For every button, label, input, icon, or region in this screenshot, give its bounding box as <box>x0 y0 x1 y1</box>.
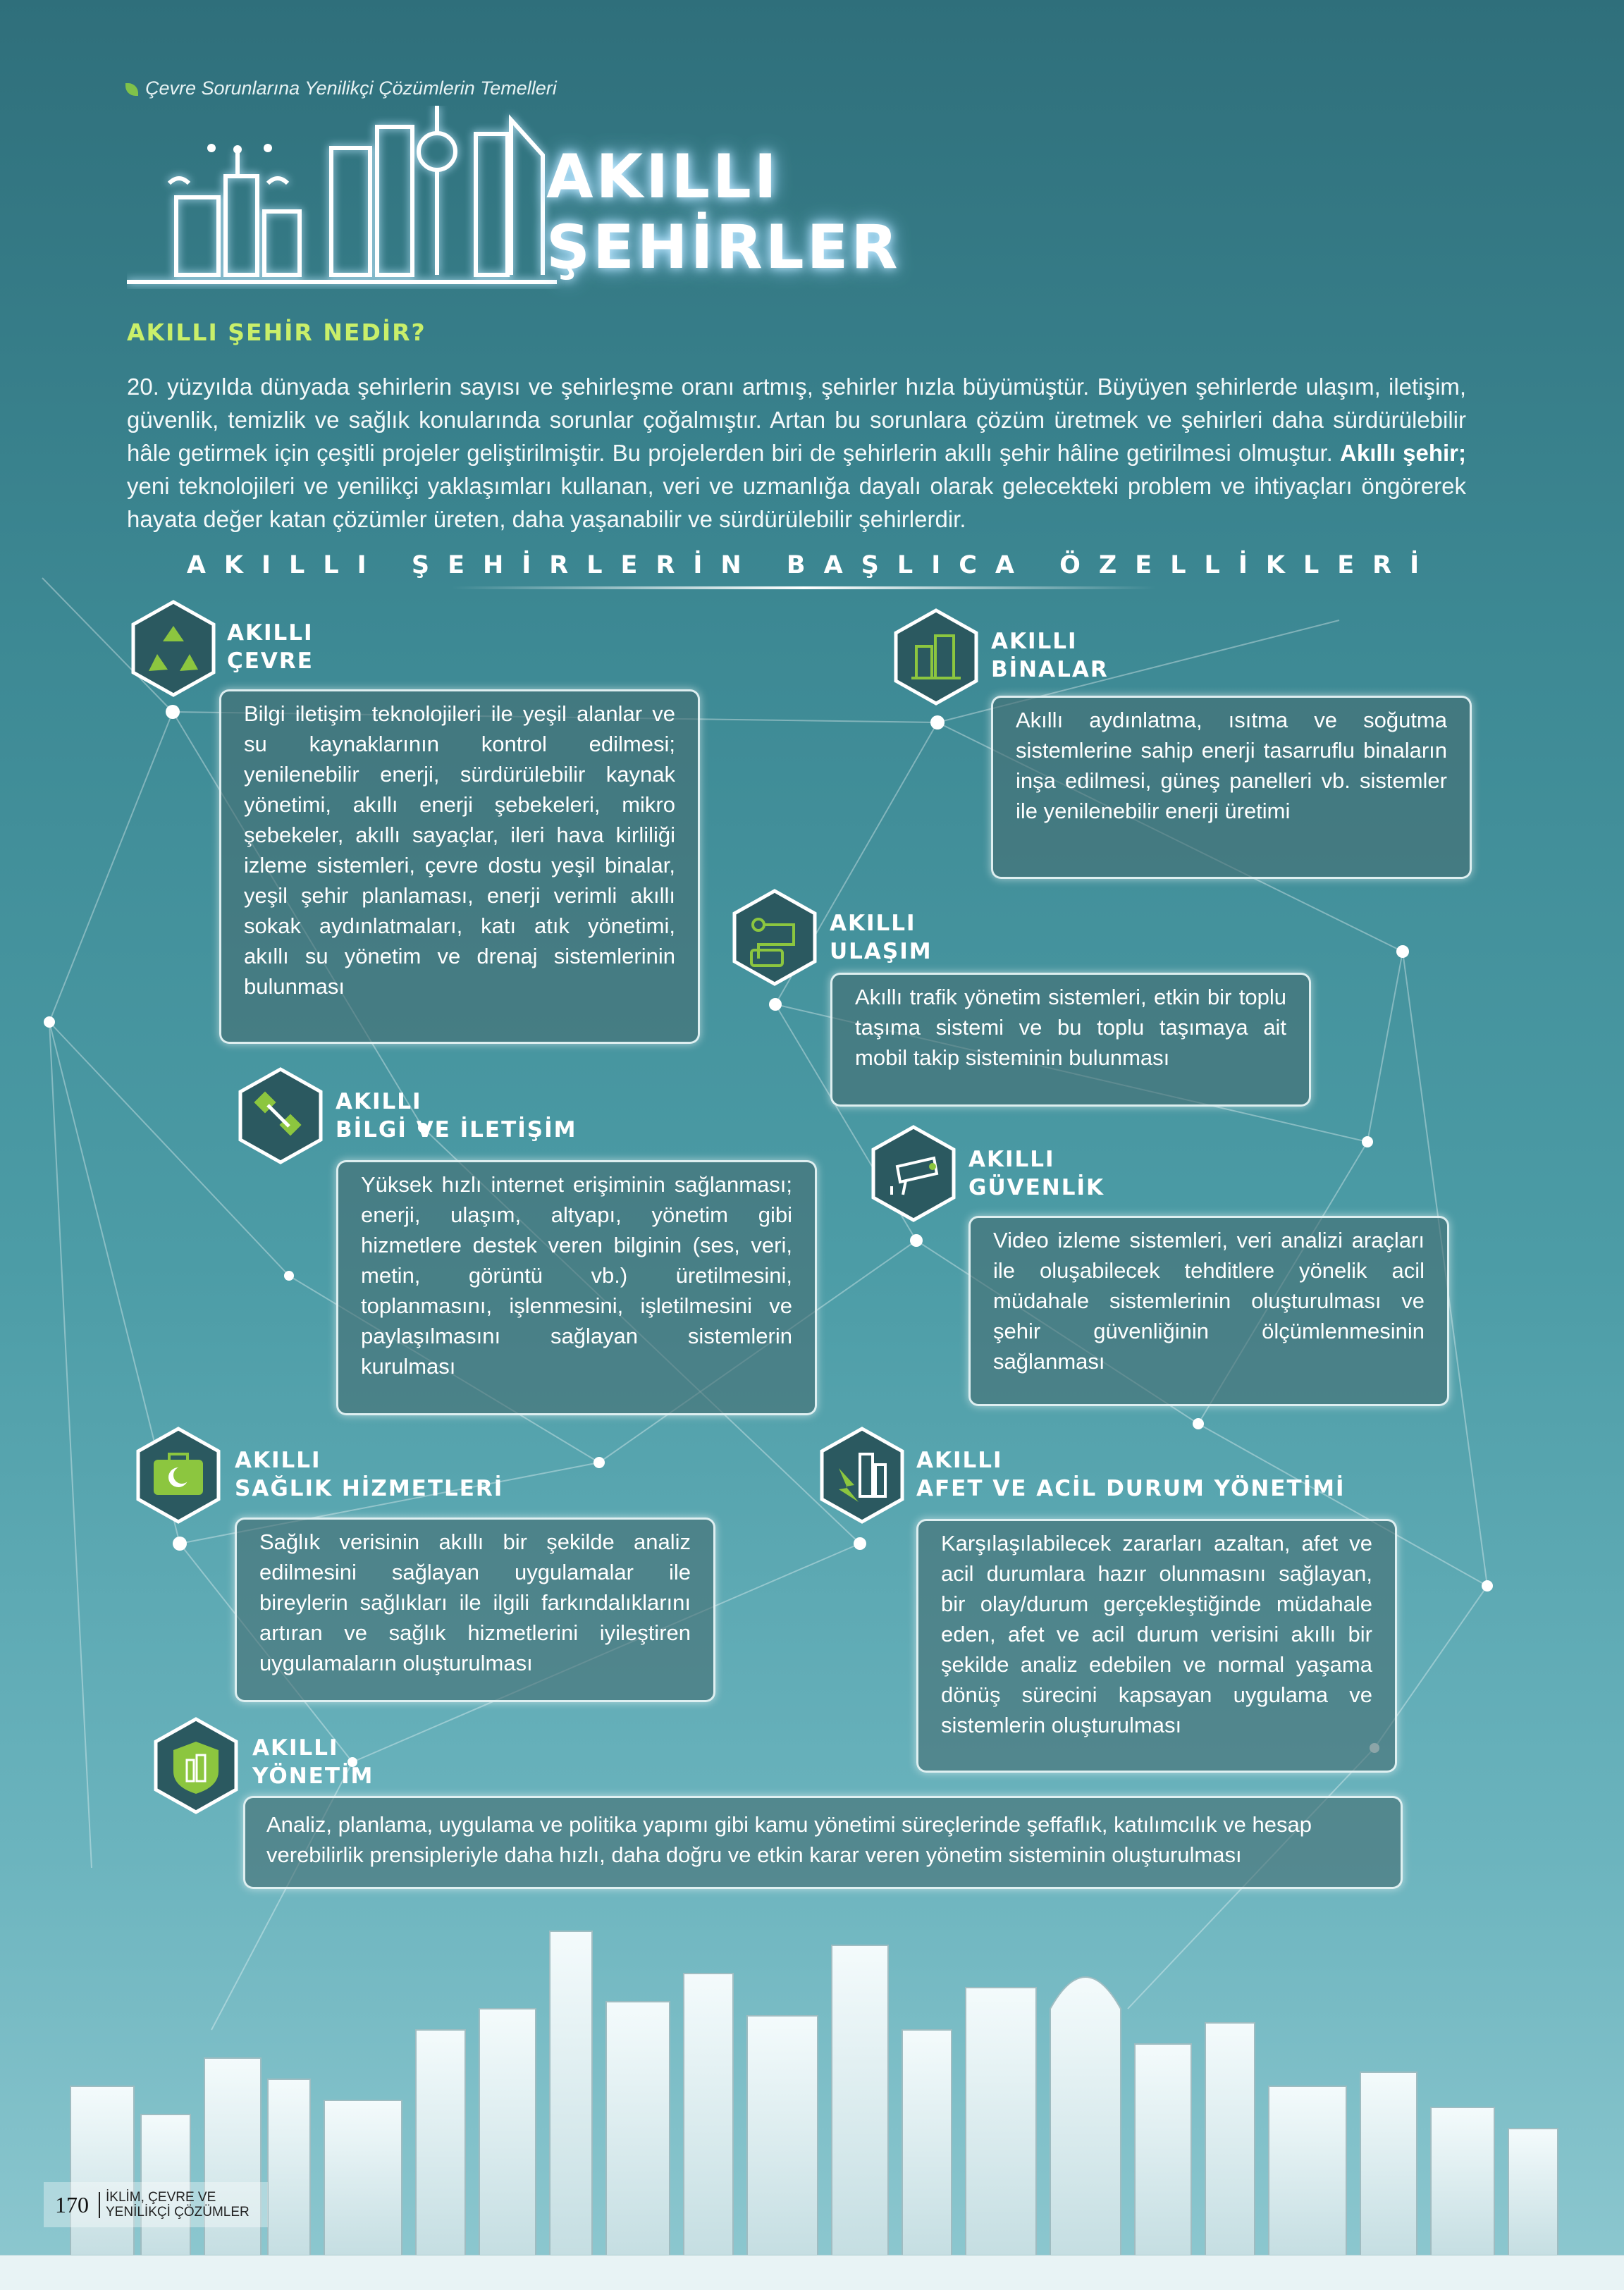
feature-title-line2: SAĞLIK HİZMETLERİ <box>235 1476 504 1501</box>
feature-title-line1: AKILLI <box>235 1448 321 1473</box>
feature-title-line2: YÖNETİM <box>252 1763 374 1789</box>
features-heading: AKILLI ŞEHİRLERİN BAŞLICA ÖZELLİKLERİ <box>186 551 1438 579</box>
feature-title-line1: AKILLI <box>968 1147 1055 1172</box>
feature-title-line2: ULAŞIM <box>830 939 933 964</box>
feature-title-saglik <box>235 1446 503 1503</box>
title-line-2: ŞEHİRLER <box>546 212 901 283</box>
feature-title-line2: AFET VE ACİL DURUM YÖNETİMİ <box>916 1476 1346 1501</box>
feature-title-line2: GÜVENLİK <box>968 1175 1105 1200</box>
feature-title-line1: AKILLI <box>991 629 1078 654</box>
heading-divider <box>451 586 1156 589</box>
feature-title-line1: AKILLI <box>336 1089 422 1114</box>
smart-city-illustration <box>127 106 564 289</box>
page-number: 170 <box>44 2192 100 2218</box>
feature-title-line2: BİNALAR <box>991 657 1109 682</box>
feature-box-afet: Karşılaşılabilecek zararları azaltan, afet ve acil durumlara hazır olunmasını sağlayan, bir olay/durum gerçekleştiğinde müdahale eden, afet ve acil durum verisini akıllı bir şekilde analiz edebilen ve normal yaşama dönüş sürecini kapsayan uygulama ve sistemlerin oluşturulması <box>916 1519 1397 1773</box>
feature-title-line2: BİLGİ VE İLETİŞİM <box>336 1117 577 1143</box>
feature-title-line1: AKILLI <box>227 620 314 646</box>
feature-box-cevre: Bilgi iletişim teknolojileri ile yeşil alanlar ve su kaynaklarının kontrol edilmesi; yenilenebilir enerji, sürdürülebilir kaynak yönetimi, akıllı enerji şebekeleri, mikro şebekeler, akıllı sayaçlar, ileri hava kirliliği izleme sistemleri, çevre dostu yeşil binalar, yeşil şehir planlaması, enerji verimli akıllı sokak aydınlatmaları, katı atık yönetimi, akıllı su yönetim ve drenaj sistemlerinin bulunması <box>219 689 700 1044</box>
feature-title-line1: AKILLI <box>252 1735 339 1761</box>
feature-title-binalar <box>991 627 1109 684</box>
transport-icon <box>730 888 819 987</box>
intro-text-1: 20. yüzyılda dünyada şehirlerin sayısı ve şehirleşme oranı artmış, şehirler hızla büyümüştür. Büyüyen şehirlerde ulaşım, iletişim, güvenlik, temizlik ve sağlık konularında sorunlar çoğalmıştır. Artan bu sorunlara çözüm üretmek ve şehirleri daha sürdürülebilir hâle getirmek için çeşitli projeler geliştirilmiştir. Bu projelerden biri de şehirlerin akıllı şehir hâline getirilmesi olmuştur. <box>127 374 1466 466</box>
page-footer <box>44 2182 268 2227</box>
title-line-1: AKILLI <box>546 142 780 212</box>
intro-bold-term: Akıllı şehir; <box>1340 440 1467 466</box>
leaf-icon <box>125 83 138 96</box>
feature-title-line2: ÇEVRE <box>227 648 314 674</box>
feature-box-yonetim: Analiz, planlama, uygulama ve politika yapımı gibi kamu yönetimi süreçlerinde şeffaflık, katılımcılık ve hesap verebilirlik prensipleriyle daha hızlı, daha doğru ve etkin karar veren yönetim sisteminin oluşturulması <box>243 1796 1403 1889</box>
shield-building-icon <box>152 1716 240 1815</box>
feature-title-ulasim <box>830 909 933 966</box>
feature-title-cevre <box>227 619 314 675</box>
question-heading: AKILLI ŞEHİR NEDİR? <box>127 319 426 346</box>
intro-text-2: yeni teknolojileri ve yenilikçi yaklaşımları kullanan, veri ve uzmanlığa dayalı olarak gelecekteki problem ve ihtiyaçları öngörerek hayata değer katan çözümler üreten, daha yaşanabilir ve sürdürülebilir şehirlerdir. <box>127 473 1466 532</box>
feature-title-bilgi <box>336 1088 577 1144</box>
satellite-icon <box>236 1066 325 1165</box>
feature-box-bilgi: Yüksek hızlı internet erişiminin sağlanması; enerji, ulaşım, altyapı, yönetim gibi hizmetlere destek veren bilginin (ses, veri, metin, görüntü vb.) üretilmesini, toplanmasını, işlenmesini, işletilmesini ve paylaşılmasını sağlayan sistemlerin kurulması <box>336 1160 817 1415</box>
feature-box-ulasim: Akıllı trafik yönetim sistemleri, etkin bir toplu taşıma sistemi ve bu toplu taşımaya ait mobil takip sisteminin bulunması <box>830 973 1311 1107</box>
feature-title-line1: AKILLI <box>830 911 916 936</box>
city-skyline-illustration <box>0 1903 1624 2290</box>
book-title: İKLİM, ÇEVRE VE YENİLİKÇİ ÇÖZÜMLER <box>106 2190 250 2220</box>
camera-icon <box>869 1124 958 1223</box>
section-header <box>125 78 557 99</box>
feature-title-yonetim <box>252 1734 374 1790</box>
feature-box-guvenlik: Video izleme sistemleri, veri analizi araçları ile oluşabilecek tehditlere yönelik acil müdahale sistemlerinin oluşturulması ve şehir güvenliğinin ölçümlenmesinin sağlanması <box>968 1216 1449 1406</box>
section-header-text: Çevre Sorunlarına Yenilikçi Çözümlerin Temelleri <box>145 78 557 99</box>
disaster-icon <box>818 1426 906 1525</box>
feature-title-afet <box>916 1446 1346 1503</box>
intro-paragraph <box>127 370 1466 536</box>
medical-kit-icon <box>134 1426 223 1525</box>
feature-title-guvenlik <box>968 1145 1105 1202</box>
recycle-icon <box>129 599 218 698</box>
building-icon <box>892 608 980 706</box>
feature-box-saglik: Sağlık verisinin akıllı bir şekilde analiz edilmesini sağlayan uygulamalar ile bireylerin sağlıkları ile ilgili farkındalıklarını artıran ve sağlık hizmetlerini iyileştiren uygulamaların oluşturulması <box>235 1518 715 1702</box>
feature-title-line1: AKILLI <box>916 1448 1003 1473</box>
feature-box-binalar: Akıllı aydınlatma, ısıtma ve soğutma sistemlerine sahip enerji tasarruflu binaların inşa edilmesi, güneş panelleri vb. sistemler ile yenilenebilir enerji üretimi <box>991 696 1472 879</box>
